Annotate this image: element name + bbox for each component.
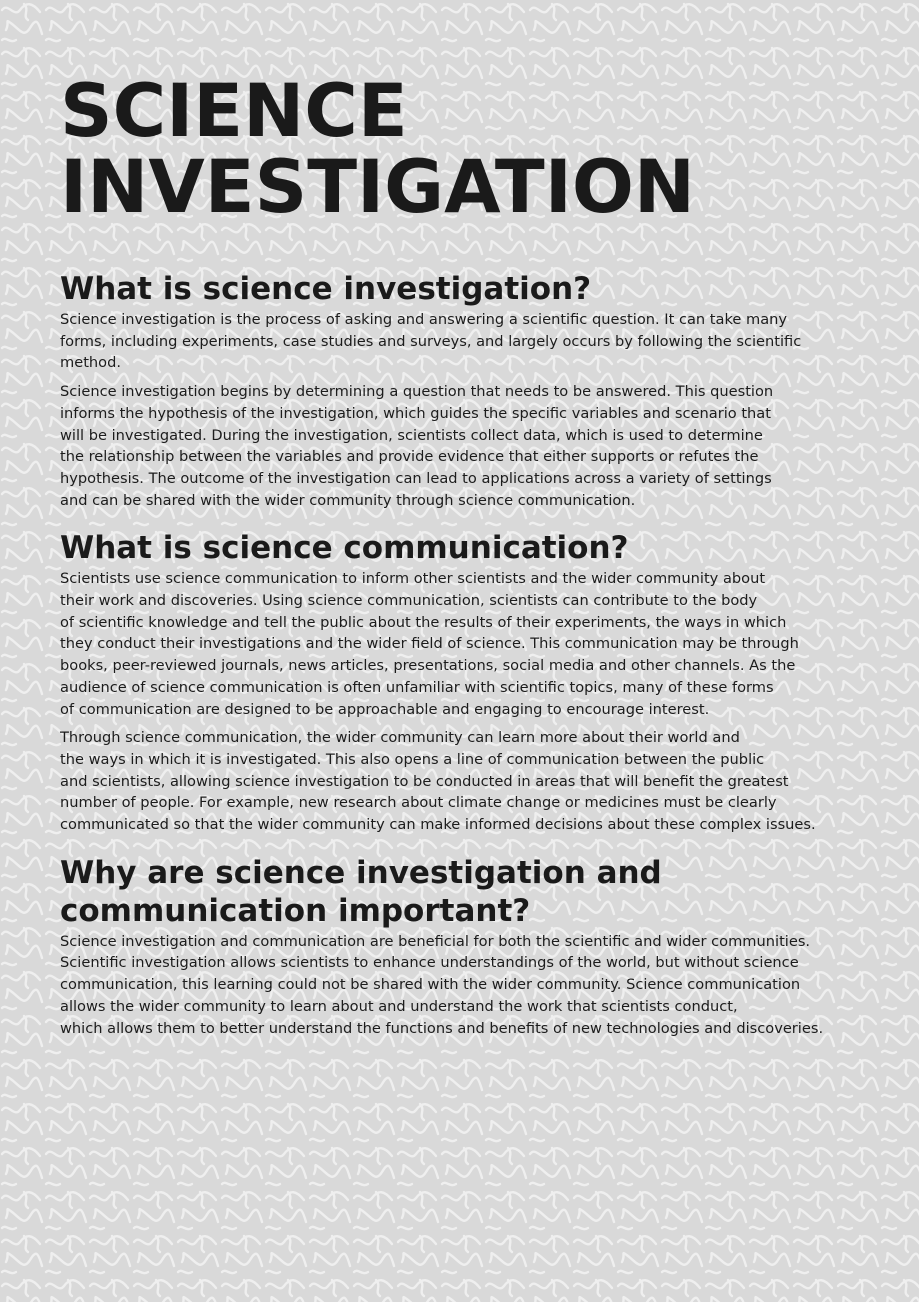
paragraph-line: communication, this learning could not be shared with the wider community. Science communication <box>60 976 801 994</box>
paragraph-line: of scientific knowledge and tell the public about the results of their experiments, the ways in which <box>60 613 787 631</box>
page-title-line: INVESTIGATION <box>60 145 696 230</box>
section-heading-line: communication important? <box>60 892 531 929</box>
paragraph-line: communicated so that the wider community can make informed decisions about these complex issues. <box>60 816 816 834</box>
paragraph-line: Science investigation is the process of asking and answering a scientific question. It can take many <box>60 311 788 328</box>
paragraph-line: Science investigation and communication are beneficial for both the scientific and wider communities. <box>60 932 811 950</box>
paragraph-line: will be investigated. During the investigation, scientists collect data, which is used to determine <box>60 426 763 444</box>
paragraph <box>60 727 860 836</box>
section-heading-line: What is science investigation? <box>60 271 592 307</box>
section-why-important <box>60 854 860 1040</box>
section-what-is-science-communication <box>60 529 860 835</box>
paragraph-line: their work and discoveries. Using science communication, scientists can contribute to the body <box>60 592 758 610</box>
paragraph-line: and scientists, allowing science investigation to be conducted in areas that will benefit the greatest <box>60 772 789 790</box>
paragraph-line: they conduct their investigations and the wider field of science. This communication may be through <box>60 635 799 653</box>
paragraph-line: books, peer-reviewed journals, news articles, presentations, social media and other channels. As the <box>60 657 796 675</box>
paragraph-line: method. <box>60 354 121 372</box>
paragraph-line: informs the hypothesis of the investigation, which guides the specific variables and scenario that <box>60 404 771 422</box>
paragraph-line: Scientists use science communication to inform other scientists and the wider community about <box>60 570 766 588</box>
section-heading <box>60 529 860 567</box>
paragraph-line: the ways in which it is investigated. This also opens a line of communication between the public <box>60 750 765 768</box>
section-what-is-science-investigation <box>60 270 860 511</box>
section-heading-line: Why are science investigation and <box>60 854 662 891</box>
paragraph-line: Through science communication, the wider community can learn more about their world and <box>60 729 740 747</box>
paragraph-line: which allows them to better understand the functions and benefits of new technologies and discoveries. <box>60 1019 824 1037</box>
paragraph-line: number of people. For example, new research about climate change or medicines must be clearly <box>60 794 777 812</box>
paragraph-line: forms, including experiments, case studies and surveys, and largely occurs by following the scientific <box>60 332 802 350</box>
section-heading <box>60 854 860 930</box>
paragraph-line: and can be shared with the wider community through science communication. <box>60 491 636 509</box>
paragraph-line: Scientific investigation allows scientists to enhance understandings of the world, but without science <box>60 954 799 972</box>
paragraph <box>60 931 860 1040</box>
paragraph <box>60 309 860 374</box>
section-heading-line: What is science communication? <box>60 530 629 567</box>
paragraph-line: allows the wider community to learn about and understand the work that scientists conduct, <box>60 997 738 1015</box>
paragraph-line: of communication are designed to be approachable and engaging to encourage interest. <box>60 700 710 718</box>
paragraph-line: the relationship between the variables and provide evidence that either supports or refutes the <box>60 448 759 466</box>
paragraph <box>60 568 860 720</box>
paragraph <box>60 381 860 511</box>
paragraph-line: audience of science communication is often unfamiliar with scientific topics, many of these forms <box>60 678 774 696</box>
paragraph-line: Science investigation begins by determining a question that needs to be answered. This question <box>60 383 774 401</box>
document-page <box>60 69 860 1046</box>
page-title-line: SCIENCE <box>60 69 408 154</box>
paragraph-line: hypothesis. The outcome of the investigation can lead to applications across a variety of settings <box>60 469 772 487</box>
page-title <box>60 69 860 230</box>
section-heading <box>60 270 860 308</box>
